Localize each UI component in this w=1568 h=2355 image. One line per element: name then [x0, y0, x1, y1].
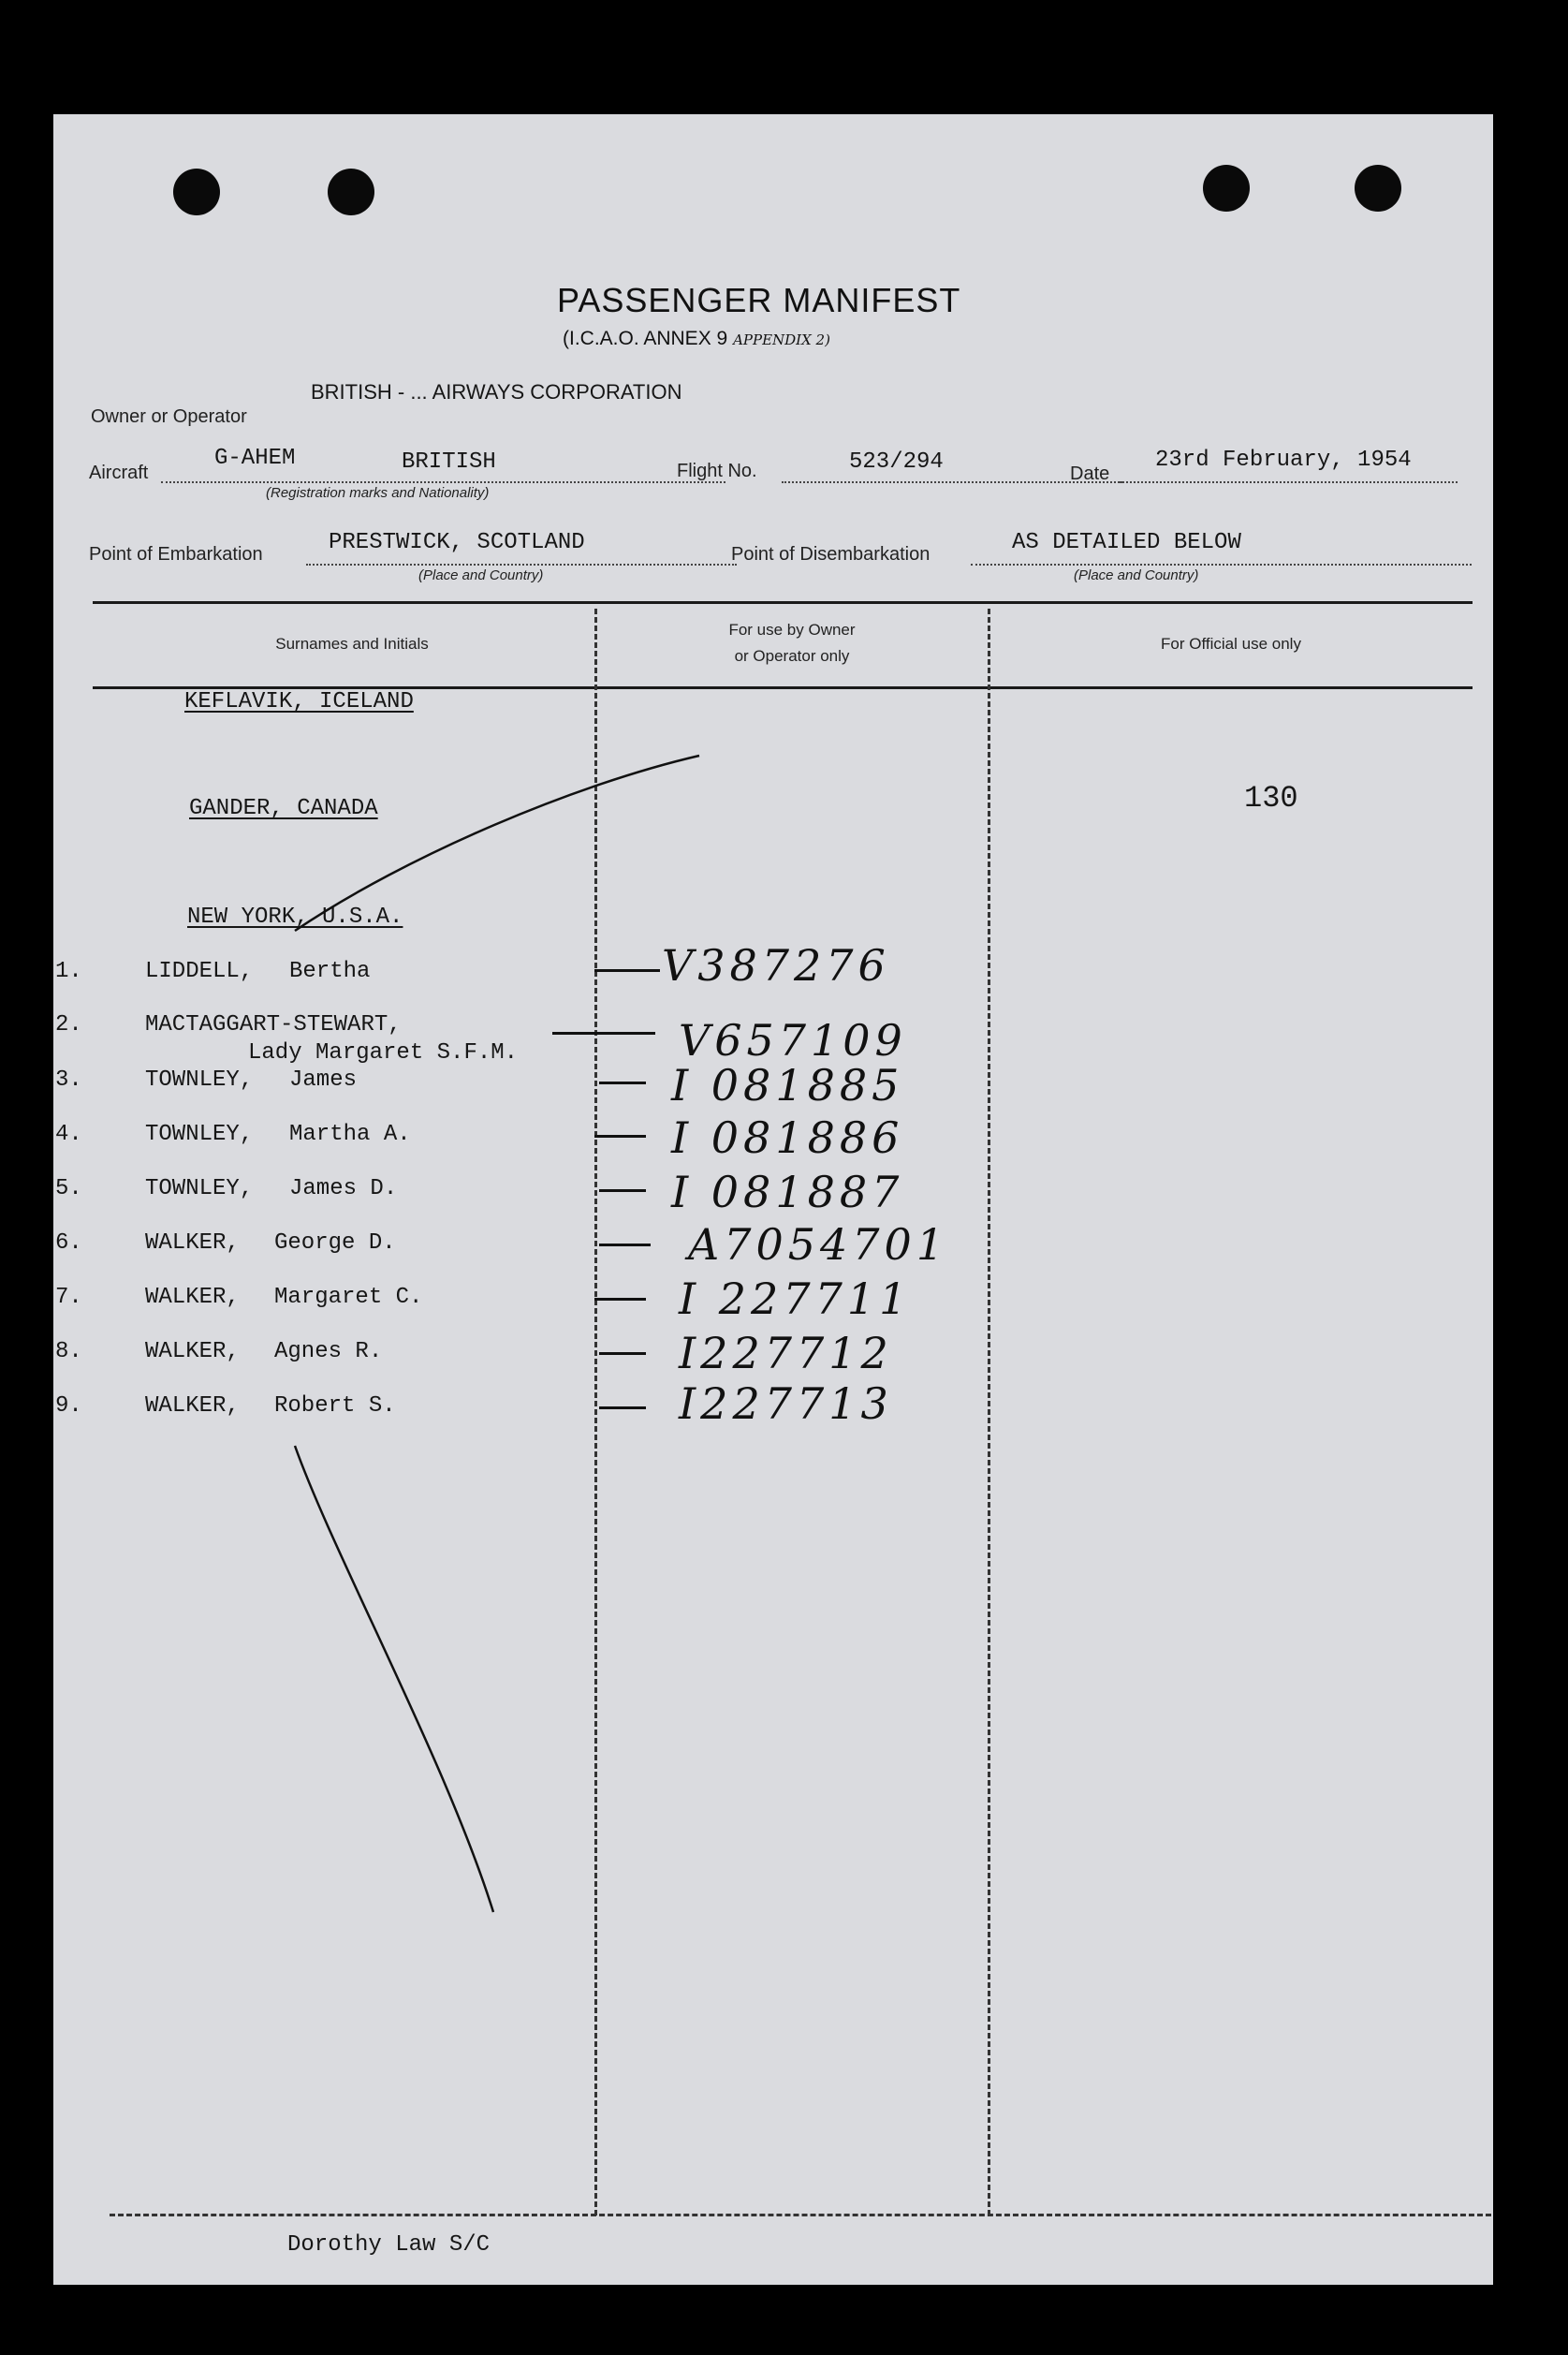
subtitle-printed: (I.C.A.O. ANNEX 9 [563, 328, 728, 349]
check-tick [594, 1135, 646, 1138]
passenger-given-name: Margaret C. [274, 1285, 423, 1310]
passport-number: V657109 [679, 1015, 907, 1066]
passenger-surname: TOWNLEY, [145, 1067, 254, 1093]
passenger-number: 8. [55, 1339, 82, 1364]
owner-value: BRITISH - ... AIRWAYS CORPORATION [311, 380, 682, 404]
check-tick [594, 969, 660, 972]
check-tick [594, 1298, 646, 1301]
check-tick [599, 1406, 646, 1409]
date-value: 23rd February, 1954 [1155, 448, 1412, 473]
stop-new-york: NEW YORK, U.S.A. [187, 905, 403, 930]
table-bottom-rule [110, 2214, 1491, 2216]
passenger-surname: WALKER, [145, 1285, 240, 1310]
check-tick [552, 1032, 655, 1035]
passenger-surname: TOWNLEY, [145, 1122, 254, 1147]
footer-signature: Dorothy Law S/C [287, 2232, 491, 2258]
column-header-owner-use-2: or Operator only [734, 647, 850, 665]
passenger-number: 4. [55, 1122, 82, 1147]
owner-label: Owner or Operator [91, 406, 247, 427]
disembark-value: AS DETAILED BELOW [1012, 530, 1241, 555]
passenger-given-name: George D. [274, 1230, 396, 1256]
disembark-caption: (Place and Country) [1074, 567, 1199, 583]
embark-value: PRESTWICK, SCOTLAND [329, 530, 585, 555]
passenger-given-name: James D. [289, 1176, 398, 1201]
flight-label: Flight No. [677, 461, 757, 481]
passport-number: I227713 [679, 1378, 893, 1429]
passenger-given-name: Robert S. [274, 1393, 396, 1419]
passenger-number: 7. [55, 1285, 82, 1310]
column-header-official: For Official use only [1161, 635, 1301, 653]
passport-number: I 081887 [671, 1167, 904, 1217]
passport-number: V387276 [662, 940, 890, 991]
passenger-given-name: Agnes R. [274, 1339, 383, 1364]
passenger-number: 1. [55, 959, 82, 984]
check-tick [599, 1244, 651, 1246]
passenger-surname: LIDDELL, [145, 959, 254, 984]
column-divider-1 [594, 609, 597, 2215]
date-label: Date [1070, 464, 1110, 484]
stop-keflavik: KEFLAVIK, ICELAND [184, 689, 414, 714]
passenger-surname: WALKER, [145, 1230, 240, 1256]
punch-hole-4 [1355, 165, 1401, 212]
pen-stroke-lower [295, 1446, 493, 1912]
column-header-owner-use-1: For use by Owner [728, 621, 856, 639]
check-tick [599, 1082, 646, 1084]
embark-label: Point of Embarkation [89, 544, 263, 565]
disembark-label: Point of Disembarkation [731, 544, 931, 565]
passenger-given-name: James [289, 1067, 358, 1093]
passenger-given-name: Martha A. [289, 1122, 411, 1147]
passenger-given-name: Lady Margaret S.F.M. [248, 1040, 519, 1066]
subtitle-handwritten: APPENDIX 2) [733, 331, 830, 348]
passenger-number: 9. [55, 1393, 82, 1419]
passport-number: I 081886 [671, 1112, 904, 1163]
official-number: 130 [1244, 781, 1298, 816]
aircraft-reg: G-AHEM [214, 446, 296, 471]
punch-hole-3 [1203, 165, 1250, 212]
check-tick [599, 1189, 646, 1192]
passenger-surname: MACTAGGART-STEWART, [145, 1012, 402, 1038]
passport-number: I 227711 [679, 1273, 912, 1324]
passenger-number: 3. [55, 1067, 82, 1093]
page-subtitle [563, 328, 830, 350]
passenger-surname: TOWNLEY, [145, 1176, 254, 1201]
flight-value: 523/294 [849, 449, 944, 475]
table-top-rule [93, 601, 1473, 604]
passenger-surname: WALKER, [145, 1393, 240, 1419]
passport-number: A7054701 [688, 1219, 949, 1270]
check-tick [599, 1352, 646, 1355]
stop-gander: GANDER, CANADA [189, 796, 378, 821]
passenger-number: 2. [55, 1012, 82, 1038]
page-title: PASSENGER MANIFEST [557, 281, 961, 319]
column-divider-2 [988, 609, 990, 2215]
embark-caption: (Place and Country) [418, 567, 544, 583]
passenger-number: 6. [55, 1230, 82, 1256]
passenger-given-name: Bertha [289, 959, 371, 984]
punch-hole-1 [173, 169, 220, 215]
manifest-sheet [53, 114, 1493, 2285]
punch-hole-2 [328, 169, 374, 215]
aircraft-nationality: BRITISH [402, 449, 496, 475]
passport-number: I 081885 [671, 1060, 904, 1111]
passport-number: I227712 [679, 1328, 893, 1378]
passenger-surname: WALKER, [145, 1339, 240, 1364]
aircraft-label: Aircraft [89, 463, 149, 483]
column-header-names: Surnames and Initials [275, 635, 429, 653]
passenger-number: 5. [55, 1176, 82, 1201]
aircraft-caption: (Registration marks and Nationality) [266, 485, 490, 501]
